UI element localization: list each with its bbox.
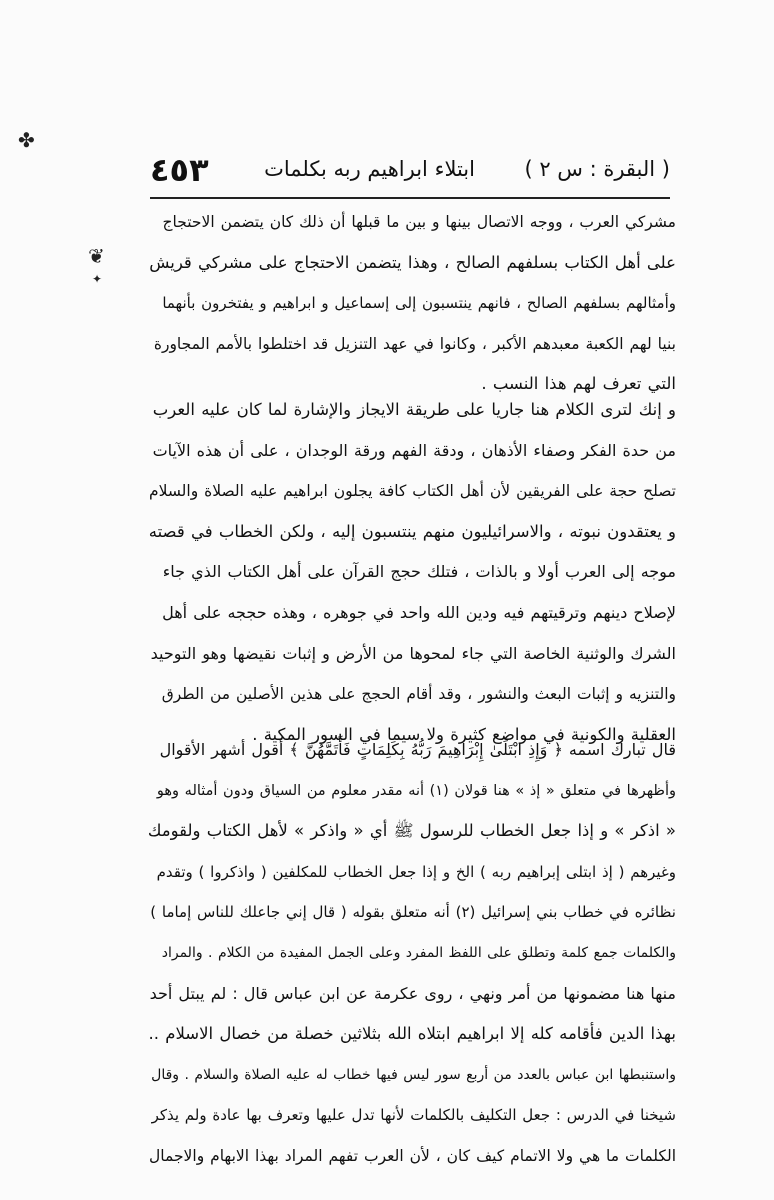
text-line: والكلمات جمع كلمة وتطلق على اللفظ المفرد وعلى الجمل المفيدة من الكلام . والمراد [161,944,676,961]
margin-ornament-icon: ❦ [88,244,105,268]
text-line: الكلمات ما هي ولا الاتمام كيف كان ، لأن العرب تفهم المراد بهذا الابهام والاجمال [149,1146,676,1165]
text-line: تصلح حجة على الفريقين لأن أهل الكتاب كافة يجلون ابراهيم عليه الصلاة والسلام [149,482,676,501]
text-line: نظائره في خطاب بني إسرائيل (٢) أنه متعلق بقوله ( قال إني جاعلك للناس إماما ) [150,903,676,922]
text-line: وأمثالهم بسلفهم الصالح ، فانهم ينتسبون إلى إسماعيل و ابراهيم و يفتخرون بأنهما [162,294,676,313]
paragraph-2 [148,390,676,755]
paragraph-3 [148,730,676,1177]
section-title: ابتلاء ابراهيم ربه بكلمات [264,157,475,181]
paragraph-1 [148,202,676,405]
text-line: و يعتقدون نبوته ، والاسرائيليون منهم ينتسبون إليه ، ولكن الخطاب في قصته [148,521,676,541]
text-line: و إنك لترى الكلام هنا جاريا على طريقة الايجاز والإشارة لما كان عليه العرب [152,400,676,419]
text-line: وأظهرها في متعلق « إذ » هنا قولان (١) أنه مقدر معلوم من السياق ودون أمثاله وهو [156,782,676,799]
text-line: بهذا الدين فأقامه كله إلا ابراهيم ابتلاه الله بثلاثين خصلة من خصال الاسلام .. [148,1024,676,1044]
text-line: العقلية والكونية في مواضع كثيرة ولا سيما في السور المكية . [252,724,676,744]
surah-reference: ( البقرة : س ٢ ) [524,157,670,181]
header-rule [150,197,670,199]
text-line: « اذكر » و إذا جعل الخطاب للرسول ﷺ أي « واذكر » لأهل الكتاب ولقومك [148,821,676,841]
text-line: واستنبطها ابن عباس بالعدد من أربع سور ليس فيها خطاب له عليه الصلاة والسلام . وقال [151,1066,676,1083]
text-line: من حدة الفكر وصفاء الأذهان ، ودقة الفهم ورقة الوجدان ، على أن هذه الآيات [152,440,676,460]
margin-ornament-icon: ✦ [92,272,103,286]
text-line: وغيرهم ( إذ ابتلى إبراهيم ربه ) الخ و إذا جعل الخطاب للمكلفين ( واذكروا ) وتقدم [156,862,676,881]
text-line: التي تعرف لهم هذا النسب . [481,374,676,394]
text-line: والتنزيه و إثبات البعث والنشور ، وقد أقام الحجج على هذين الأصلين من الطرق [161,685,676,704]
margin-ornament-icon: ✤ [18,128,35,152]
text-line: قال تبارك اسمه ﴿ وَإِذِ ابْتَلَىٰ إِبْرَاهِيمَ رَبُّهُ بِكَلِمَاتٍ فَأَتَمَّهُنَّ ﴾ أقول أشهر الأقوال [159,740,676,759]
text-line: الشرك والوثنية الخاصة التي جاء لمحوها من الأرض و إثبات نقيضها وهو التوحيد [150,643,676,663]
text-line: موجه إلى العرب أولا و بالذات ، فتلك حجج القرآن على أهل الكتاب الذي جاء [162,562,676,582]
text-line: بنيا لهم الكعبة معبدهم الأكبر ، وكانوا في عهد التنزيل قد اختلطوا بالأمم المجاورة [153,334,676,353]
page-number: ٤٥٣ [150,151,209,189]
text-line: منها هنا مضمونها من أمر ونهي ، روى عكرمة عن ابن عباس قال : لم يبتل أحد [149,983,676,1003]
text-line: على أهل الكتاب بسلفهم الصالح ، وهذا يتضمن الاحتجاج على مشركي قريش [149,252,676,272]
text-line: لإصلاح دينهم وترقيتهم فيه ودين الله واحد في جوهره ، وهذه حججه على أهل [162,602,676,622]
text-line: مشركي العرب ، ووجه الاتصال بينها و بين ما قبلها أن ذلك كان يتضمن الاحتجاج [162,213,676,231]
page-header [150,151,670,191]
text-line: شيخنا في الدرس : جعل التكليف بالكلمات لأنها تدل عليها وتعرف بها عادة ولم يذكر [151,1106,676,1125]
